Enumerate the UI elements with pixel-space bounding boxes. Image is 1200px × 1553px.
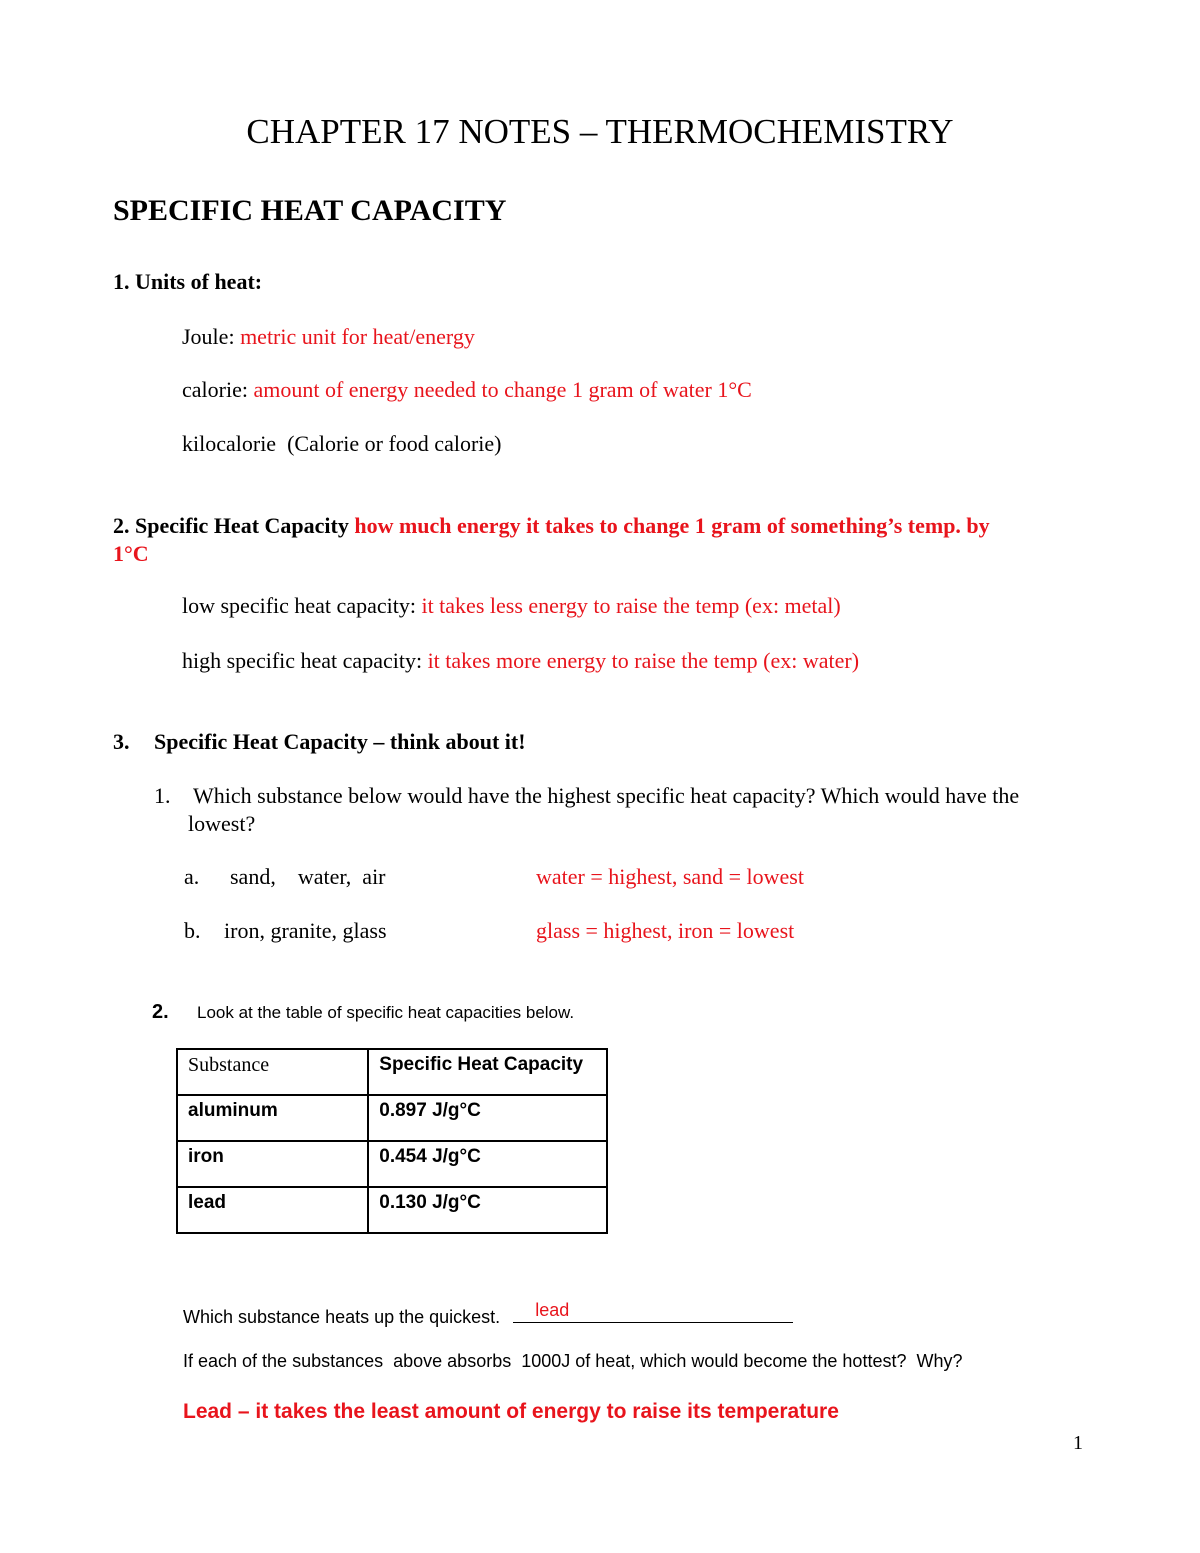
shc-number: 2.: [113, 513, 130, 538]
quickest-line: [183, 1302, 793, 1328]
option-b-label: b.: [184, 918, 201, 943]
high-shc-line: [182, 648, 859, 674]
think-heading: Specific Heat Capacity – think about it!: [154, 729, 526, 754]
option-b-items: iron, granite, glass: [224, 918, 387, 943]
think-number: 3.: [113, 729, 130, 754]
option-a-items: sand, water, air: [230, 864, 386, 889]
high-shc-term: high specific heat capacity:: [182, 648, 423, 673]
q2-text: Look at the table of specific heat capacities below.: [197, 1003, 575, 1022]
section-heading: SPECIFIC HEAT CAPACITY: [113, 194, 507, 227]
cell-substance: lead: [177, 1187, 368, 1233]
option-a-label: a.: [184, 864, 200, 889]
joule-term: Joule:: [182, 324, 235, 349]
quickest-question: Which substance heats up the quickest.: [183, 1307, 501, 1327]
low-shc-definition: it takes less energy to raise the temp (ex: metal): [421, 593, 841, 618]
cell-substance: iron: [177, 1141, 368, 1187]
page-number: 1: [1073, 1432, 1083, 1454]
units-heading-text: Units of heat:: [135, 269, 263, 294]
high-shc-definition: it takes more energy to raise the temp (ex: water): [427, 648, 860, 673]
low-shc-line: [182, 593, 841, 619]
option-a-answer: water = highest, sand = lowest: [536, 864, 804, 889]
low-shc-term: low specific heat capacity:: [182, 593, 416, 618]
calorie-definition: amount of energy needed to change 1 gram of water 1°C: [253, 377, 752, 402]
table-row: [177, 1095, 607, 1141]
units-heading: [113, 269, 262, 295]
calorie-line: [182, 377, 752, 403]
option-b-answer: glass = highest, iron = lowest: [536, 918, 795, 943]
units-number: 1.: [113, 269, 130, 294]
shc-heading-line: [113, 513, 990, 539]
specific-heat-table: [176, 1048, 608, 1234]
quickest-answer-blank: [513, 1302, 793, 1323]
table-row: [177, 1187, 607, 1233]
header-substance: Substance: [177, 1049, 368, 1095]
cell-value: 0.897 J/g°C: [368, 1095, 607, 1141]
hottest-answer: Lead – it takes the least amount of energy to raise its temperature: [183, 1400, 839, 1423]
cell-value: 0.130 J/g°C: [368, 1187, 607, 1233]
joule-line: [182, 324, 475, 350]
q1-text-line1: Which substance below would have the highest specific heat capacity? Which would have the: [193, 783, 1020, 808]
q1-text-line2: lowest?: [188, 811, 256, 836]
page-title: CHAPTER 17 NOTES – THERMOCHEMISTRY: [246, 112, 954, 151]
q1-number: 1.: [154, 783, 171, 808]
cell-value: 0.454 J/g°C: [368, 1141, 607, 1187]
shc-definition: how much energy it takes to change 1 gram of something’s temp. by: [354, 513, 990, 538]
header-specific-heat: Specific Heat Capacity: [368, 1049, 607, 1095]
cell-substance: aluminum: [177, 1095, 368, 1141]
shc-definition-cont: 1°C: [113, 541, 149, 566]
quickest-answer: lead: [535, 1300, 570, 1320]
table-header-row: [177, 1049, 607, 1095]
shc-heading: Specific Heat Capacity: [135, 513, 349, 538]
calorie-term: calorie:: [182, 377, 248, 402]
kilocalorie-line: kilocalorie (Calorie or food calorie): [182, 431, 502, 456]
table-row: [177, 1141, 607, 1187]
q2-number: 2.: [152, 1001, 169, 1023]
hottest-question: If each of the substances above absorbs 1000J of heat, which would become the hottest? Why?: [183, 1351, 963, 1371]
joule-definition: metric unit for heat/energy: [240, 324, 475, 349]
